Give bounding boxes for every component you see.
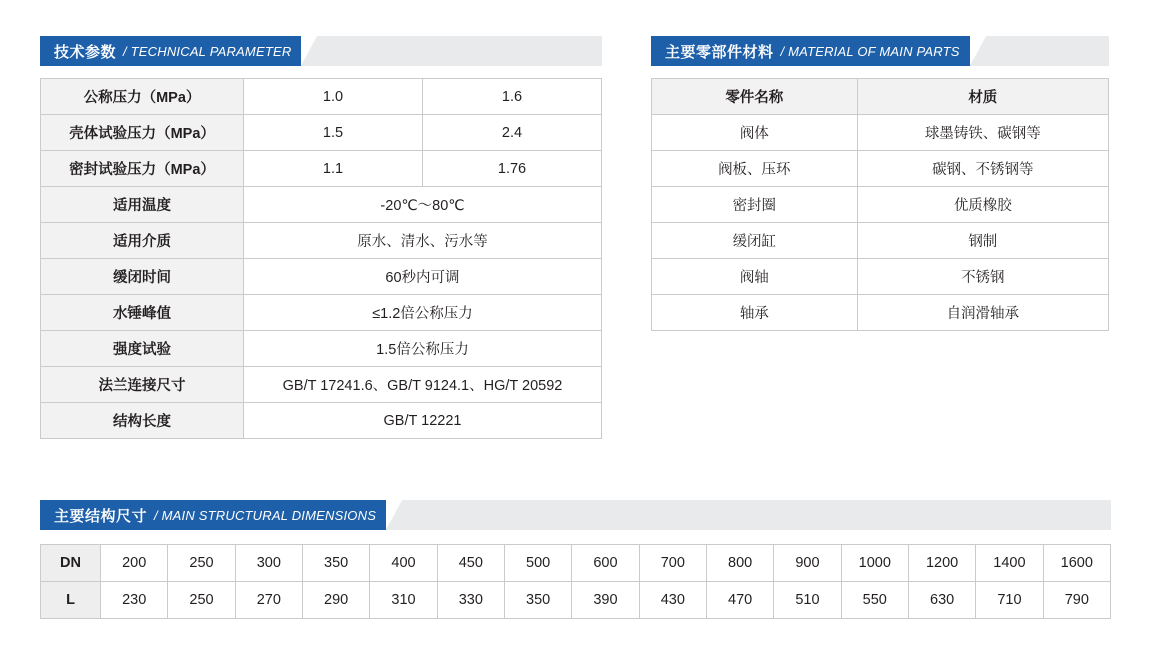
table-row (41, 582, 1111, 619)
row-value: 1.76 (423, 151, 602, 187)
table-row (652, 223, 1109, 259)
structural-dimensions-block (40, 500, 1111, 619)
l-value: 310 (370, 582, 437, 619)
dn-value: 600 (572, 545, 639, 582)
dn-value: 1600 (1043, 545, 1110, 582)
dn-value: 350 (302, 545, 369, 582)
table-row (652, 295, 1109, 331)
table-row (652, 259, 1109, 295)
l-value: 790 (1043, 582, 1110, 619)
row-value: 60秒内可调 (244, 259, 602, 295)
part-material: 碳钢、不锈钢等 (857, 151, 1108, 187)
structural-dimensions-banner (40, 500, 1111, 530)
part-material: 球墨铸铁、碳钢等 (857, 115, 1108, 151)
table-row (652, 187, 1109, 223)
table-row (652, 151, 1109, 187)
banner-blue-bar (651, 36, 970, 66)
row-value: GB/T 17241.6、GB/T 9124.1、HG/T 20592 (244, 367, 602, 403)
table-row (41, 403, 602, 439)
table-row (41, 115, 602, 151)
technical-parameter-block (40, 36, 602, 439)
l-value: 630 (908, 582, 975, 619)
row-value: 1.5 (244, 115, 423, 151)
l-value: 510 (774, 582, 841, 619)
banner-blue-bar (40, 36, 301, 66)
dn-value: 700 (639, 545, 706, 582)
column-header: 零件名称 (652, 79, 858, 115)
row-label-l: L (41, 582, 101, 619)
l-value: 430 (639, 582, 706, 619)
structural-dimensions-title-cn: 主要结构尺寸 (54, 507, 148, 525)
part-name: 阀轴 (652, 259, 858, 295)
row-value: 1.6 (423, 79, 602, 115)
row-label: 水锤峰值 (41, 295, 244, 331)
l-value: 230 (101, 582, 168, 619)
dn-value: 400 (370, 545, 437, 582)
table-row (652, 115, 1109, 151)
part-material: 钢制 (857, 223, 1108, 259)
row-label: 密封试验压力（MPa） (41, 151, 244, 187)
dn-value: 300 (235, 545, 302, 582)
row-value: 1.0 (244, 79, 423, 115)
table-row (41, 223, 602, 259)
row-value: GB/T 12221 (244, 403, 602, 439)
material-parts-title-en: / MATERIAL OF MAIN PARTS (780, 43, 960, 59)
structural-dimensions-title-en: / MAIN STRUCTURAL DIMENSIONS (154, 507, 377, 523)
l-value: 330 (437, 582, 504, 619)
l-value: 390 (572, 582, 639, 619)
row-label: 缓闭时间 (41, 259, 244, 295)
material-parts-table (651, 78, 1109, 331)
row-label: 法兰连接尺寸 (41, 367, 244, 403)
dn-value: 500 (504, 545, 571, 582)
banner-tail (970, 36, 1109, 66)
part-name: 缓闭缸 (652, 223, 858, 259)
l-value: 250 (168, 582, 235, 619)
material-parts-block (651, 36, 1109, 331)
dn-value: 1400 (976, 545, 1043, 582)
banner-tail (386, 500, 1111, 530)
structural-dimensions-table (40, 544, 1111, 619)
table-row (41, 79, 602, 115)
row-value: 1.5倍公称压力 (244, 331, 602, 367)
technical-parameter-title-cn: 技术参数 (54, 43, 117, 61)
dn-value: 450 (437, 545, 504, 582)
part-material: 自润滑轴承 (857, 295, 1108, 331)
l-value: 290 (302, 582, 369, 619)
dn-value: 1200 (908, 545, 975, 582)
row-label: 适用温度 (41, 187, 244, 223)
part-name: 轴承 (652, 295, 858, 331)
row-value: ≤1.2倍公称压力 (244, 295, 602, 331)
column-header: 材质 (857, 79, 1108, 115)
technical-parameter-table (40, 78, 602, 439)
row-label: 适用介质 (41, 223, 244, 259)
l-value: 710 (976, 582, 1043, 619)
banner-tail (301, 36, 602, 66)
row-value: 1.1 (244, 151, 423, 187)
table-row (41, 151, 602, 187)
row-value: -20℃～80℃ (244, 187, 602, 223)
table-row (41, 295, 602, 331)
row-label: 强度试验 (41, 331, 244, 367)
dn-value: 250 (168, 545, 235, 582)
table-row (41, 187, 602, 223)
dn-value: 200 (101, 545, 168, 582)
row-value: 2.4 (423, 115, 602, 151)
row-label: 壳体试验压力（MPa） (41, 115, 244, 151)
l-value: 270 (235, 582, 302, 619)
row-label-dn: DN (41, 545, 101, 582)
table-row (41, 331, 602, 367)
table-row (41, 367, 602, 403)
row-value: 原水、清水、污水等 (244, 223, 602, 259)
material-parts-banner (651, 36, 1109, 66)
part-name: 阀板、压环 (652, 151, 858, 187)
dn-value: 900 (774, 545, 841, 582)
table-row (41, 259, 602, 295)
banner-blue-bar (40, 500, 386, 530)
part-name: 密封圈 (652, 187, 858, 223)
table-header-row (652, 79, 1109, 115)
dn-value: 1000 (841, 545, 908, 582)
l-value: 470 (706, 582, 773, 619)
row-label: 公称压力（MPa） (41, 79, 244, 115)
l-value: 550 (841, 582, 908, 619)
technical-parameter-banner (40, 36, 602, 66)
part-material: 不锈钢 (857, 259, 1108, 295)
part-name: 阀体 (652, 115, 858, 151)
part-material: 优质橡胶 (857, 187, 1108, 223)
dn-value: 800 (706, 545, 773, 582)
row-label: 结构长度 (41, 403, 244, 439)
l-value: 350 (504, 582, 571, 619)
table-row (41, 545, 1111, 582)
technical-parameter-title-en: / TECHNICAL PARAMETER (123, 43, 292, 59)
material-parts-title-cn: 主要零部件材料 (665, 43, 774, 61)
